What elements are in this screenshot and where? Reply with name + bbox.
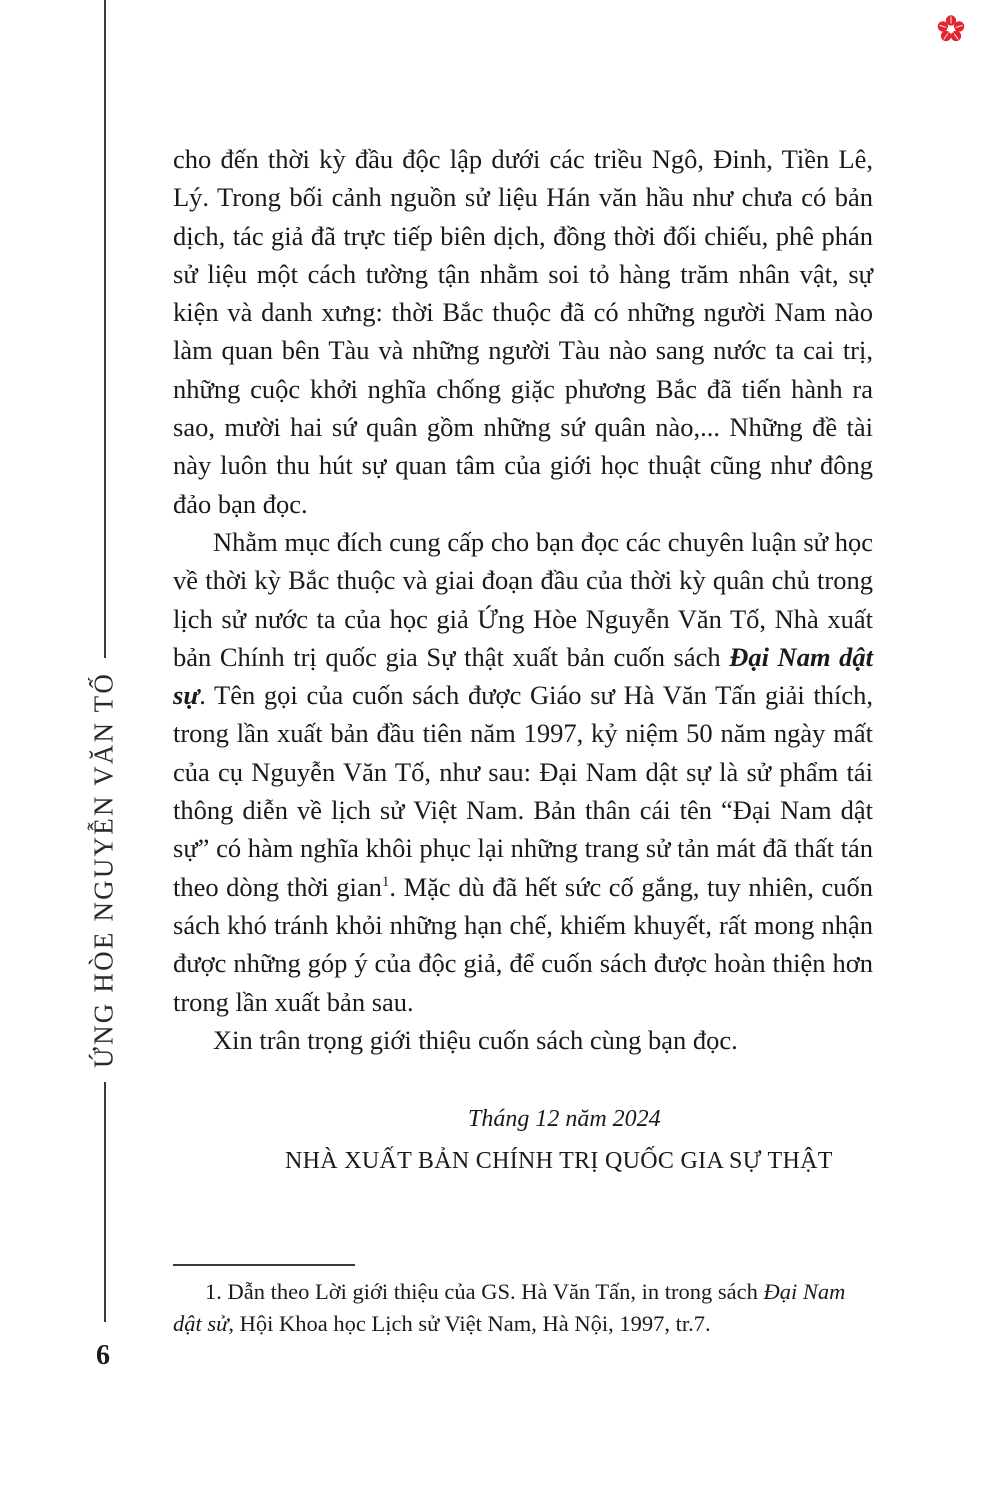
footnote-book-title: Đại Nam dật sử (173, 1279, 846, 1336)
signature-publisher: NHÀ XUẤT BẢN CHÍNH TRỊ QUỐC GIA SỰ THẬT (285, 1148, 833, 1174)
sidebar-rule-top (104, 0, 106, 658)
paragraph-3: Xin trân trọng giới thiệu cuốn sách cùng bạn đọc. (213, 1024, 738, 1055)
page-number: 6 (96, 1340, 110, 1371)
footnote-divider (173, 1264, 355, 1266)
footnote-text-end: , Hội Khoa học Lịch sử Việt Nam, Hà Nội, 1997, tr.7. (228, 1310, 711, 1336)
sidebar-rule-bottom (104, 1082, 106, 1322)
publisher-flower-logo-icon (936, 14, 966, 44)
paragraph-2-end: . Mặc dù đã hết sức cố gắng, tuy nhiên, cuốn sách khó tránh khỏi những hạn chế, khiếm khuyết, rất mong nhận được những góp ý của độc giả, để cuốn sách được hoàn thiện hơn trong lần xuất bản sau. (173, 871, 873, 1017)
paragraph-1: cho đến thời kỳ đầu độc lập dưới các triều Ngô, Đinh, Tiền Lê, Lý. Trong bối cảnh nguồn sử liệu Hán văn hầu như chưa có bản dịch, tác giả đã trực tiếp biên dịch, đồng thời đối chiếu, phê phán sử liệu một cách tường tận nhằm soi tỏ hàng trăm nhân vật, sự kiện và danh xưng: thời Bắc thuộc đã có những người Nam nào làm quan bên Tàu và những người Tàu nào sang nước ta cai trị, những cuộc khởi nghĩa chống giặc phương Bắc đã tiến hành ra sao, mười hai sứ quân gồm những sứ quân nào,... Những đề tài này luôn thu hút sự quan tâm của giới học thuật cũng như đông đảo bạn đọc. (173, 144, 873, 519)
footnote-reference: 1 (381, 873, 390, 890)
footnote-text-start: 1. Dẫn theo Lời giới thiệu của GS. Hà Văn Tấn, in trong sách (205, 1279, 764, 1304)
signature-date: Tháng 12 năm 2024 (468, 1106, 661, 1132)
paragraph-2-start: Nhằm mục đích cung cấp cho bạn đọc các chuyên luận sử học về thời kỳ Bắc thuộc và giai đoạn đầu của thời kỳ quân chủ trong lịch sử nước ta của học giả Ứng Hòe Nguyễn Văn Tố, Nhà xuất bản Chính trị quốc gia Sự thật xuất bản cuốn sách (173, 526, 873, 672)
paragraph-2-middle: . Tên gọi của cuốn sách được Giáo sư Hà Văn Tấn giải thích, trong lần xuất bản đầu tiên năm 1997, kỷ niệm 50 năm ngày mất của cụ Nguyễn Văn Tố, như sau: Đại Nam dật sự là sử phẩm tái thông diễn về lịch sử Việt Nam. Bản thân cái tên “Đại Nam dật sự” có hàm nghĩa khôi phục lại những trang sử tản mát đã thất tán theo dòng thời gian (173, 680, 873, 902)
main-body-text (173, 140, 873, 1059)
book-title-emphasis: Đại Nam dật sự (173, 641, 873, 711)
paragraph-2 (173, 523, 873, 1021)
footnote-1 (173, 1276, 873, 1339)
running-header-title: ỨNG HÒE NGUYỄN VĂN TỐ (88, 671, 119, 1069)
